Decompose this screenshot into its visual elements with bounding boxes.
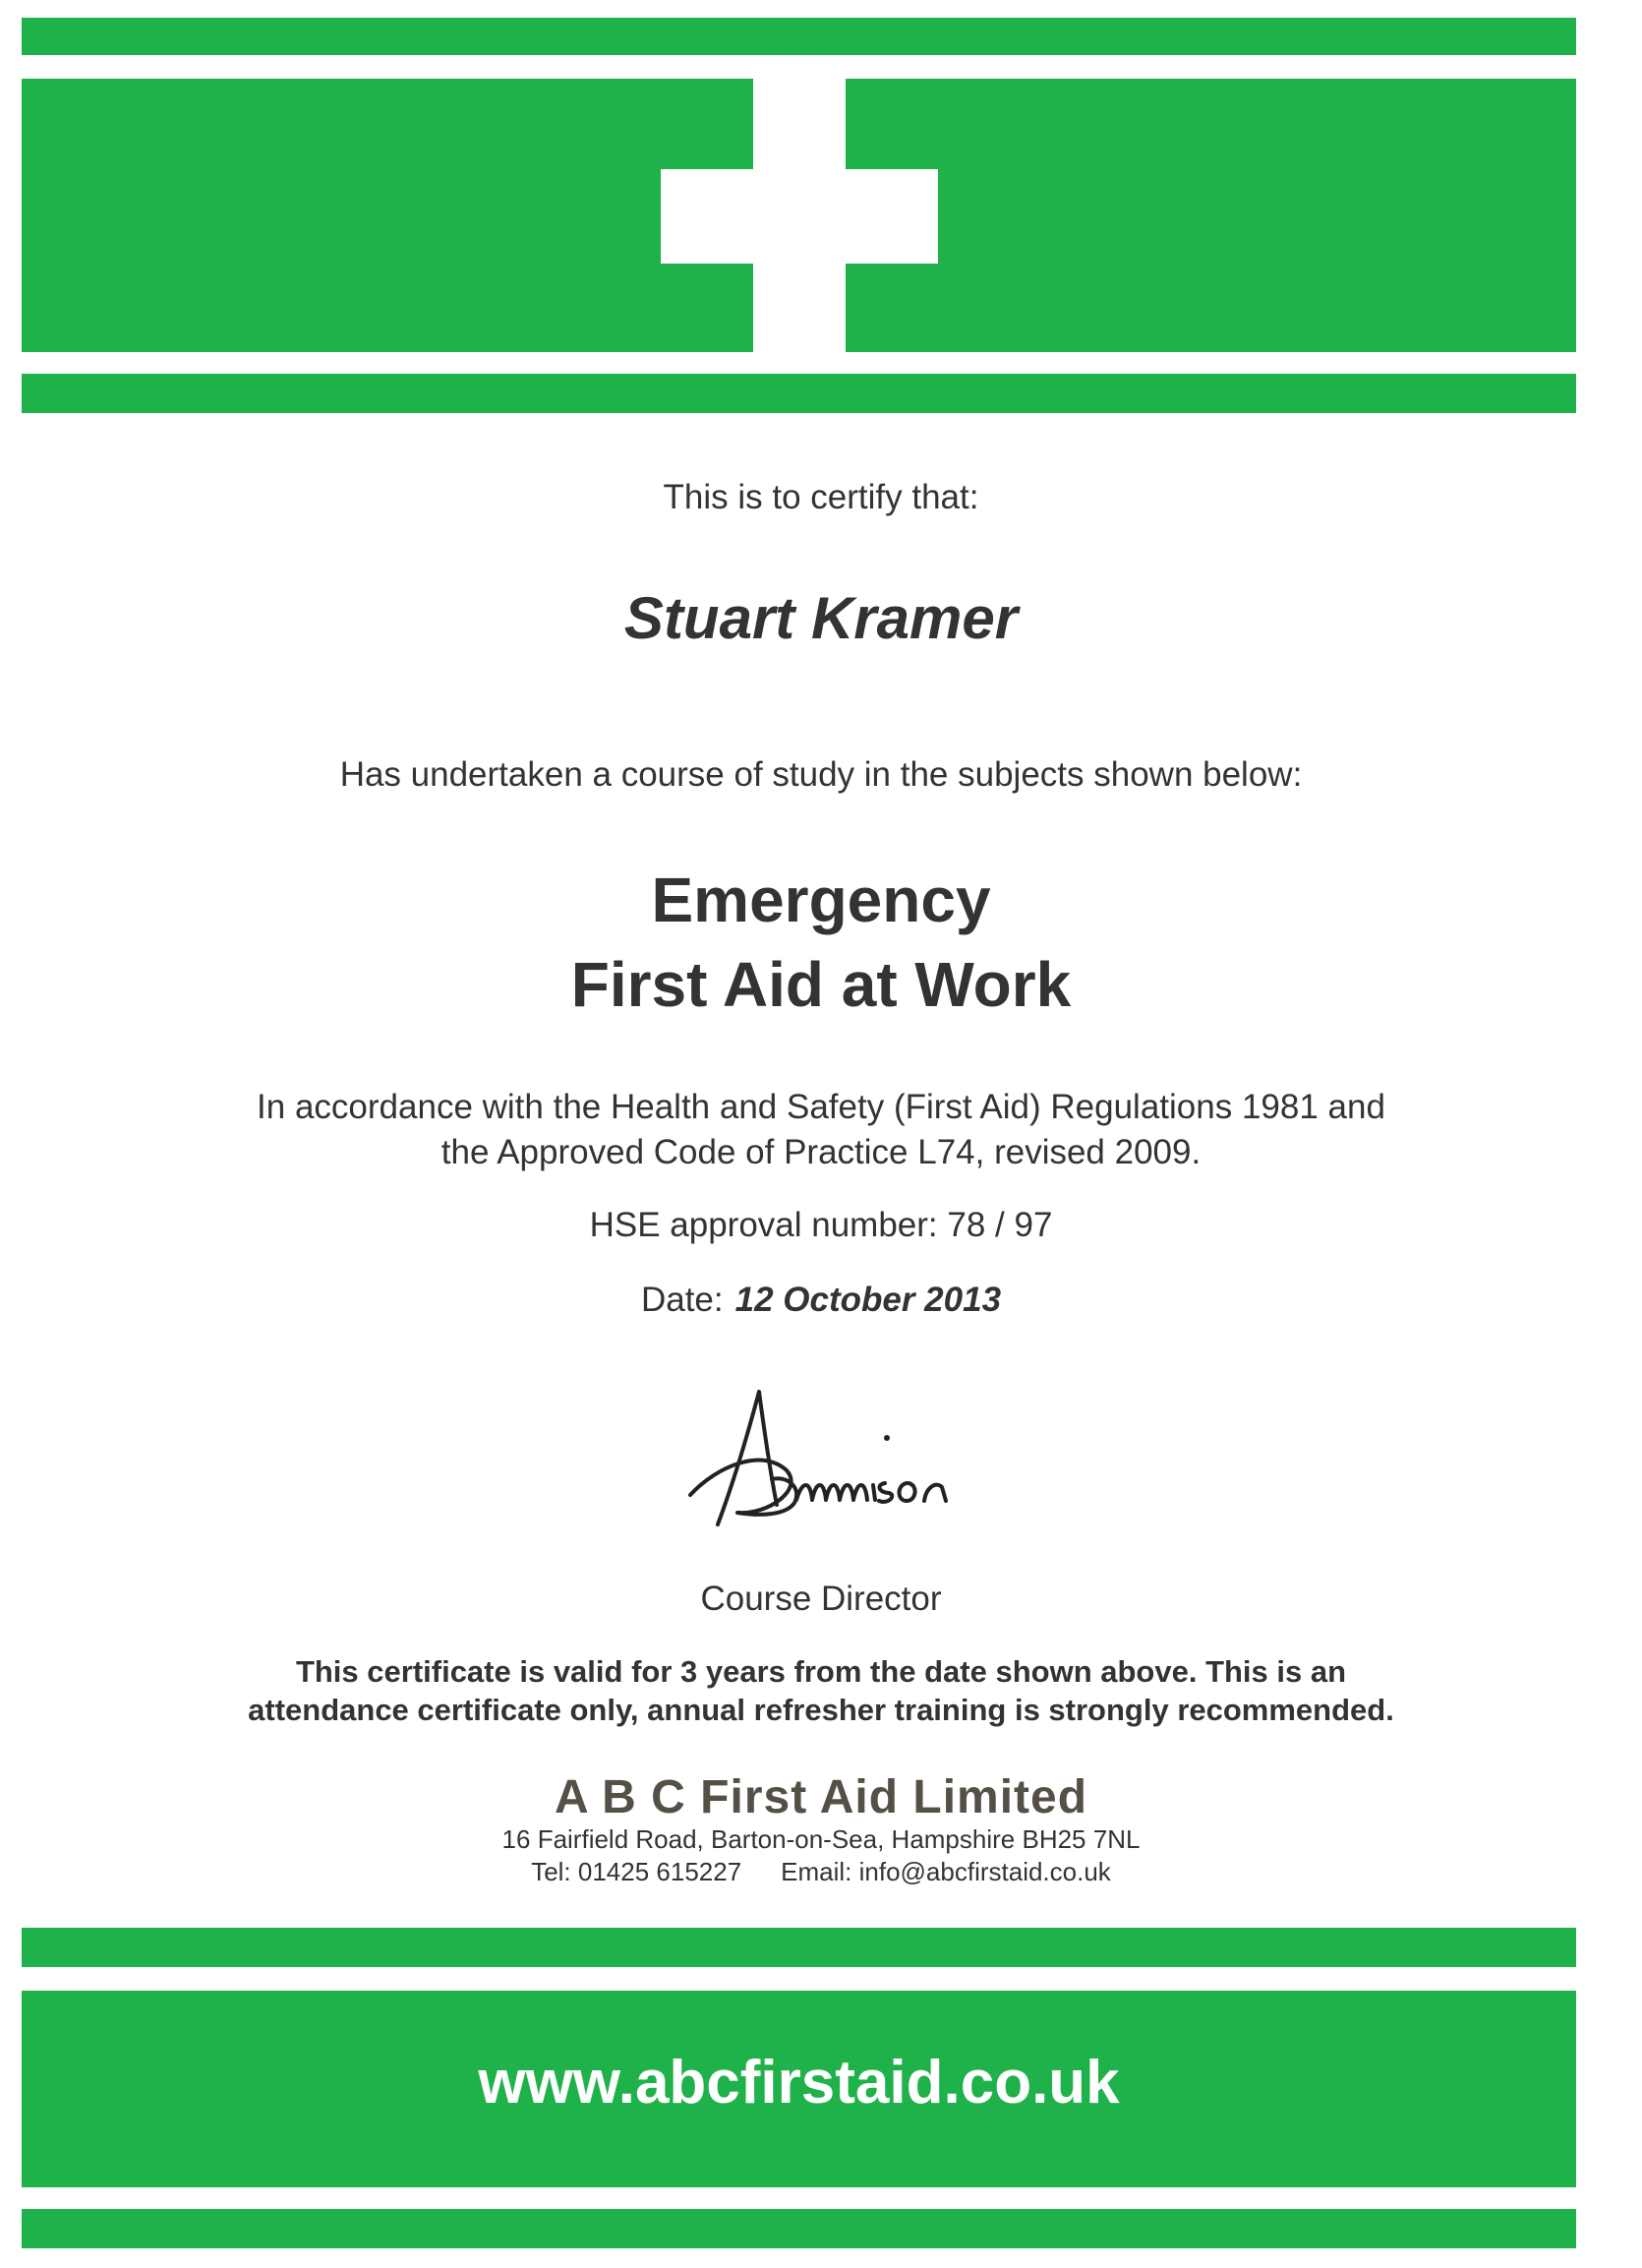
company-telephone: Tel: 01425 615227	[531, 1857, 742, 1886]
date-label: Date:	[640, 1281, 724, 1319]
header-band-top	[22, 18, 1576, 55]
cross-horizontal-bar	[661, 169, 938, 264]
holder-name: Stuart Kramer	[623, 585, 1019, 651]
validity-line-1: This certificate is valid for 3 years from the date shown above. This is an	[295, 1654, 1347, 1689]
course-title-line-1: Emergency	[651, 865, 991, 935]
signature-image	[678, 1377, 964, 1534]
regulation-line-2: the Approved Code of Practice L74, revised 2009.	[440, 1133, 1202, 1171]
course-statement: Has undertaken a course of study in the subjects shown below:	[339, 755, 1303, 794]
header-band-bottom	[22, 374, 1576, 413]
signatory-role: Course Director	[700, 1580, 942, 1618]
regulation-line-1: In accordance with the Health and Safety (First Aid) Regulations 1981 and	[257, 1088, 1385, 1126]
company-contact	[0, 1857, 1642, 1887]
hse-approval-number: HSE approval number: 78 / 97	[589, 1206, 1053, 1244]
certificate-date	[0, 1281, 1642, 1320]
date-value: 12 October 2013	[734, 1281, 1002, 1319]
company-address: 16 Fairfield Road, Barton-on-Sea, Hampshire BH25 7NL	[501, 1824, 1141, 1854]
company-website: www.abcfirstaid.co.uk	[478, 2049, 1120, 2117]
footer-band-bottom	[22, 2209, 1576, 2248]
company-email: Email: info@abcfirstaid.co.uk	[781, 1857, 1111, 1886]
footer-band-top	[22, 1928, 1576, 1967]
validity-line-2: attendance certificate only, annual refresher training is strongly recommended.	[248, 1693, 1394, 1727]
certify-intro: This is to certify that:	[663, 478, 979, 516]
company-name: A B C First Aid Limited	[554, 1771, 1088, 1823]
course-title-line-2: First Aid at Work	[570, 949, 1072, 1020]
